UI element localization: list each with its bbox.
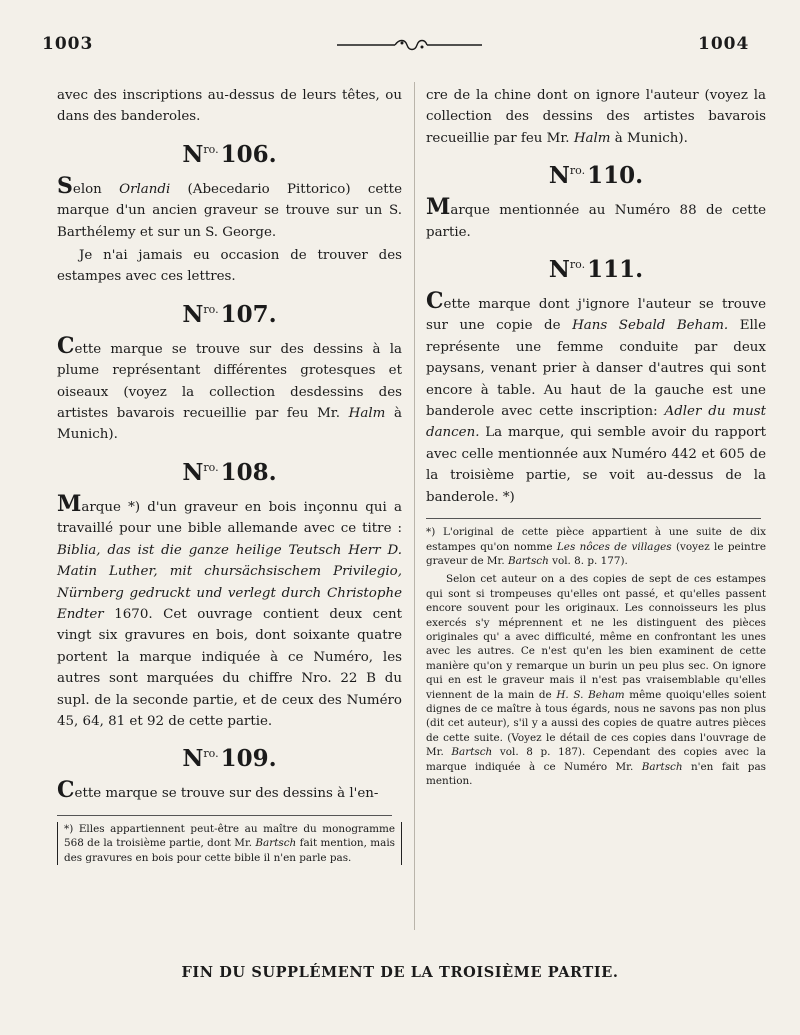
- section-110-paragraph: Marque mentionnée au Numéro 88 de cette partie.: [426, 194, 766, 240]
- section-106-paragraph-2: Je n'ai jamais eu occasion de trouver des estampes avec ces lettres.: [57, 248, 402, 285]
- footnote-right-2: Selon cet auteur on a des copies de sept de ces estampes qui sont si trompeuses qu'elles ont passé, et qu'elles passent encore souvent pour les originaux. Les connoisseurs les plus exercés s'y méprennent et ne les distinguent des pièces originales qu' a avec difficulté, même en confrontant les unes avec les autres. Ce n'est qu'en les bien examinent de cette manière qu'on y remarque un burin un peu plus sec. On ignore qui en est le graveur mais il n'est pas vraisemblable qu'elles viennent de la main de H. S. Beham même quoiqu'elles soient dignes de ce maître à tous égards, nous ne savons pas non plus (dit cet auteur), s'il y a aussi des copies de quatre autres pièces de cette suite. (Voyez le détail de ces copies dans l'ouvrage de Mr. Bartsch vol. 8 p. 187). Cependant des copies avec la marque indiquée à ce Numéro Mr. Bartsch n'en fait pas mention.: [426, 573, 766, 787]
- intro-paragraph: avec des inscriptions au-dessus de leurs têtes, ou dans des banderoles.: [57, 88, 402, 125]
- right-column: [426, 85, 766, 788]
- footnote-rule-left: [57, 815, 392, 816]
- section-109-paragraph: Cette marque se trouve sur des dessins à l'en-: [57, 777, 379, 804]
- section-106-paragraph: Selon Orlandi (Abecedario Pittorico) cette marque d'un ancien graveur se trouve sur un S. Barthélemy et sur un S. George.: [57, 172, 402, 240]
- closing-line: FIN DU SUPPLÉMENT DE LA TROISIÈME PARTIE.: [181, 964, 619, 981]
- header-ornament-icon: [337, 38, 482, 52]
- section-heading-108: $N^{ro.}108$.: [182, 458, 277, 486]
- footnote-right-1: *) L'original de cette pièce appartient à une suite de dix estampes qu'on nomme Les nôces de villages (voyez le peintre graveur de Mr. Bartsch vol. 8. p. 177).: [426, 526, 766, 567]
- section-heading-107: $N^{ro.}107$.: [182, 300, 277, 328]
- section-108-paragraph: Marque *) d'un graveur en bois inçonnu qui a travaillé pour une bible allemande avec ce titre : Biblia, das ist die ganze heilige Teutsch Herr D. Matin Luther, mit chursächsischem Privilegio, Nürnberg gedruckt und verlegt durch Christophe Endter 1670. Cet ouvrage contient deux cent vingt six gravures en bois, dont soixante quatre portent la marque indiquée à ce Numéro, les autres sont marquées du chiffre Nro. 22 B du supl. de la seconde partie, et de ceux des Numéro 45, 64, 81 et 92 de cette partie.: [57, 490, 402, 729]
- footnote-rule-right: [426, 518, 761, 519]
- column-divider: [414, 82, 415, 930]
- page-number-right: 1004: [698, 34, 750, 54]
- section-111-paragraph: Cette marque dont j'ignore l'auteur se trouve sur une copie de Hans Sebald Beham. Elle représente une femme conduite par deux paysans, venant prier à danser d'autres qui sont encore à table. Au haut de la gauche est une banderole avec cette inscription: Adler du must dancen. La marque, qui semble avoir du rapport avec celle mentionnée aux Numéro 442 et 605 de la troisième partie, se voit au-dessus de la banderole. *): [426, 288, 766, 505]
- page-number-left: 1003: [42, 34, 94, 54]
- continuation-paragraph: cre de la chine dont on ignore l'auteur (voyez la collection des dessins des artistes bavarois recueillie par feu Mr. Halm à Munich).: [426, 88, 766, 146]
- section-heading-109: $N^{ro.}109$.: [182, 745, 277, 773]
- section-107-paragraph: Cette marque se trouve sur des dessins à la plume représentant différentes grotesques et oiseaux (voyez la collection desdessins des artistes bavarois recueillie par feu Mr. Halm à Munich).: [57, 332, 402, 443]
- section-heading-110: $N^{ro.}110$.: [548, 162, 644, 190]
- section-heading-111: $N^{ro.}111$.: [548, 256, 644, 284]
- section-heading-106: $N^{ro.}106$.: [182, 140, 277, 168]
- left-column: [57, 85, 402, 865]
- footnote-left: *) Elles appartiennent peut-être au maître du monogramme 568 de la troisième partie, dont Mr. Bartsch fait mention, mais des gravures en bois pour cette bible il n'en parle pas.: [57, 822, 402, 865]
